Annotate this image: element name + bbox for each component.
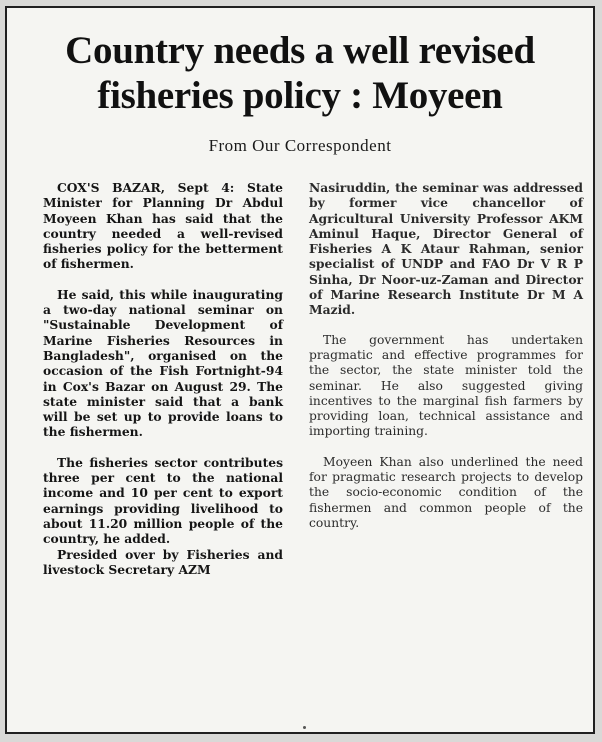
article-paragraph: COX'S BAZAR, Sept 4: State Minister for Planning Dr Abdul Moyeen Khan has said that the country needed a well-revised fisheries policy for the betterment of fishermen. bbox=[43, 180, 283, 272]
article-paragraph: The government has undertaken pragmatic and effective programmes for the sector, the state minister told the seminar. He also suggested giving incentives to the marginal fish farmers by providing loan, technical assistance and importing training. bbox=[309, 332, 583, 439]
article-headline: Country needs a well revised fisheries policy : Moyeen bbox=[65, 29, 535, 117]
newspaper-clipping bbox=[5, 6, 595, 734]
article-paragraph: Nasiruddin, the seminar was addressed by former vice chancellor of Agricultural University Professor AKM Aminul Haque, Director General of Fisheries A K Ataur Rahman, senior specialist of UNDP and FAO Dr V R P Sinha, Dr Noor-uz-Zaman and Director of Marine Research Institute Dr M A Mazid. bbox=[309, 180, 583, 318]
article-column-left bbox=[43, 180, 283, 592]
article-paragraph: Presided over by Fisheries and livestock Secretary AZM bbox=[43, 546, 283, 577]
article-column-right bbox=[309, 180, 583, 546]
article-paragraph: The fisheries sector contributes three per cent to the national income and 10 per cent to export earnings providing livelihood to about 11.20 million people of the country, he added. bbox=[43, 454, 283, 547]
article-byline: From Our Correspondent bbox=[208, 136, 392, 155]
article-paragraph: He said, this while inaugurating a two-day national seminar on "Sustainable Development of Marine Fisheries Resources in Bangladesh", organised on the occasion of the Fish Fortnight-94 in Cox's Bazar on August 29. The state minister said that a bank will be set up to provide loans to the fishermen. bbox=[43, 286, 283, 440]
print-speck bbox=[303, 726, 306, 729]
article-paragraph: Moyeen Khan also underlined the need for pragmatic research projects to develop the socio-economic condition of the fishermen and common people of the country. bbox=[309, 454, 583, 530]
